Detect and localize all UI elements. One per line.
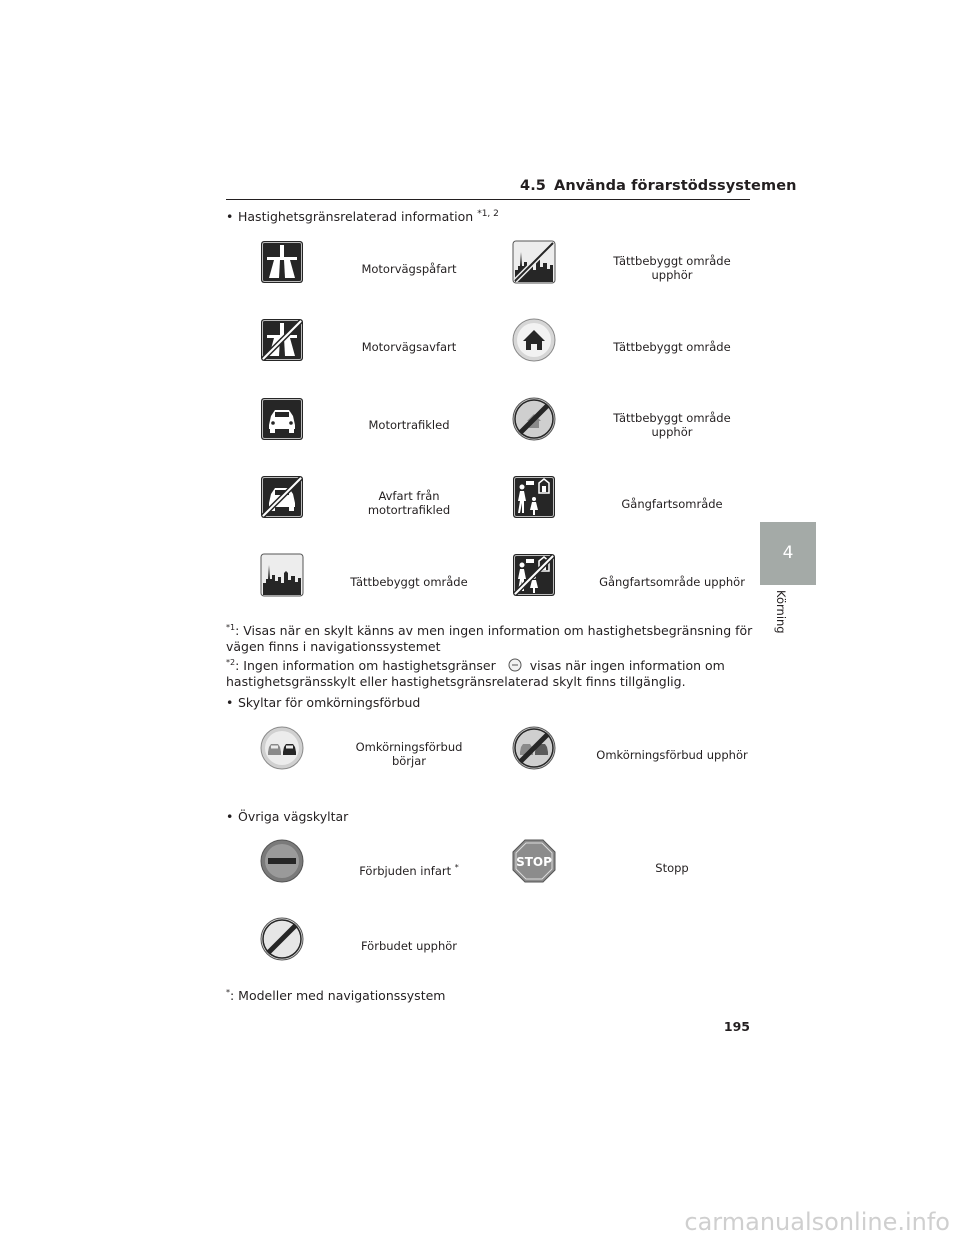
- no-speed-info-icon: [508, 658, 522, 672]
- footnote-2-line1-a: : Ingen information om hastighetsgränser: [235, 658, 496, 674]
- watermark: carmanualsonline.info: [684, 1208, 950, 1236]
- no-overtaking-end-label: Omkörningsförbud upphör: [596, 748, 748, 762]
- footnote-1-line1: : Visas när en skylt känns av men ingen information om hastighetsbegränsning för: [235, 623, 753, 639]
- no-overtaking-end-sign-icon: [512, 726, 556, 770]
- no-entry-label: [320, 861, 498, 878]
- no-overtaking-sign-icon: [260, 726, 304, 770]
- no-entry-marker: *: [454, 863, 459, 872]
- built-up-area-round-label: Tättbebyggt område: [613, 340, 731, 354]
- motor-traffic-road-end-label: [320, 489, 498, 517]
- bottom-footnote-marker: *: [226, 988, 230, 997]
- header-rule: [226, 199, 750, 200]
- speed-info-superscript: *1, 2: [477, 209, 499, 219]
- motor-traffic-road-end-sign-icon: [260, 475, 304, 519]
- no-entry-sign-icon: [260, 839, 304, 883]
- built-up-area-end-sign-icon: [512, 240, 556, 284]
- no-overtaking-label-line2: börjar: [391, 754, 427, 768]
- motorway-entry-label: Motorvägspåfart: [361, 262, 457, 276]
- stop-sign-text: STOP: [516, 855, 552, 869]
- section-title-text: Använda förarstödssystemen: [554, 178, 797, 194]
- built-up-area-round-sign-icon: [512, 318, 556, 362]
- motorway-exit-sign-icon: [260, 318, 304, 362]
- built-up-area-end-label-line1: Tättbebyggt område: [613, 254, 731, 268]
- end-of-restrictions-label: Förbudet upphör: [360, 939, 458, 953]
- stop-label: Stopp: [655, 861, 689, 875]
- motor-traffic-road-sign-icon: [260, 397, 304, 441]
- motorway-entry-sign-icon: [260, 240, 304, 284]
- motor-traffic-road-label: Motortrafikled: [368, 418, 450, 432]
- stop-sign-icon: [512, 839, 556, 883]
- footnote-2-marker: *2: [226, 658, 236, 667]
- chapter-number: 4: [782, 543, 794, 563]
- section-title: [520, 178, 797, 194]
- built-up-area-end-label: [584, 254, 760, 282]
- motorway-exit-label: Motorvägsavfart: [361, 340, 457, 354]
- footnote-2: [226, 655, 766, 690]
- speed-info-bullet-text: Hastighetsgränsrelaterad information: [238, 209, 474, 225]
- built-up-area-round-end-label-line1: Tättbebyggt område: [613, 411, 731, 425]
- other-signs-bullet-text: Övriga vägskyltar: [238, 809, 349, 824]
- end-of-restrictions-sign-icon: [260, 917, 304, 961]
- built-up-area-round-end-label-line2: upphör: [651, 425, 693, 439]
- other-signs-bullet: • Övriga vägskyltar: [226, 809, 349, 824]
- no-overtaking-label-line1: Omkörningsförbud: [355, 740, 463, 754]
- built-up-area-label: Tättbebyggt område: [350, 575, 468, 589]
- pedestrian-zone-sign-icon: [512, 475, 556, 519]
- built-up-area-sign-icon: [260, 553, 304, 597]
- section-number: 4.5: [520, 178, 546, 194]
- pedestrian-zone-label: Gångfartsområde: [621, 497, 723, 511]
- built-up-area-round-end-sign-icon: [512, 397, 556, 441]
- overtaking-bullet-text: Skyltar för omkörningsförbud: [238, 695, 421, 710]
- footnote-2-line1-b: visas när ingen information om: [529, 658, 725, 674]
- bottom-footnote-text: : Modeller med navigationssystem: [230, 988, 446, 1004]
- page-number: 195: [723, 1019, 750, 1034]
- chapter-label: Körning: [774, 590, 788, 634]
- footnote-1: [226, 620, 766, 655]
- pedestrian-zone-end-label: Gångfartsområde upphör: [599, 575, 745, 589]
- built-up-area-round-end-label: [584, 411, 760, 439]
- no-overtaking-label: [320, 740, 498, 768]
- pedestrian-zone-end-sign-icon: [512, 553, 556, 597]
- motor-traffic-road-end-label-line2: motortrafikled: [367, 503, 451, 517]
- overtaking-bullet: • Skyltar för omkörningsförbud: [226, 695, 421, 710]
- footnote-1-line2: vägen finns i navigationssystemet: [226, 639, 441, 655]
- motor-traffic-road-end-label-line1: Avfart från: [378, 489, 440, 503]
- bottom-footnote: [226, 985, 766, 1004]
- footnote-1-marker: *1: [226, 623, 236, 632]
- built-up-area-end-label-line2: upphör: [651, 268, 693, 282]
- no-entry-label-text: Förbjuden infart: [359, 863, 452, 878]
- footnote-2-line2: hastighetsgränsskylt eller hastighetsgränsrelaterad skylt finns tillgänglig.: [226, 674, 686, 690]
- speed-info-bullet: • Hastighetsgränsrelaterad information $^{*1, 2}$: [226, 209, 499, 225]
- chapter-tab: [760, 522, 816, 585]
